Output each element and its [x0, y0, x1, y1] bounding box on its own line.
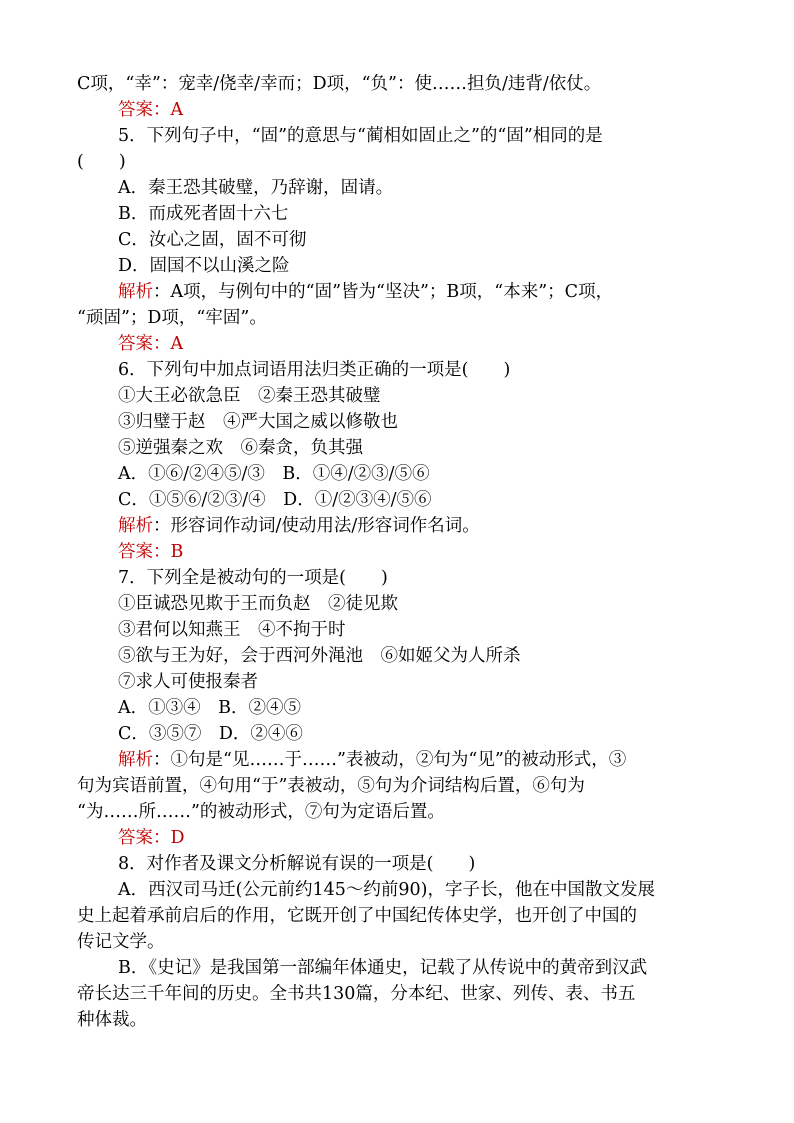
text-line — [77, 149, 722, 175]
text-line — [77, 487, 722, 513]
line-text: A．①③④ B．②④⑤ — [118, 698, 301, 718]
line-text: C项，“幸”：宠幸/侥幸/幸而；D项，“负”：使……担负/违背/依仗。 — [77, 74, 602, 94]
text-line — [77, 409, 722, 435]
text-line — [77, 669, 722, 695]
text-line — [77, 253, 722, 279]
text-line — [77, 903, 722, 929]
text-line — [77, 981, 722, 1007]
line-text: 答案：A — [118, 334, 184, 354]
line-text: 8．对作者及课文分析解说有误的一项是( ) — [118, 854, 476, 874]
line-text: 传记文学。 — [77, 932, 165, 952]
line-text: 7．下列全是被动句的一项是( ) — [118, 568, 388, 588]
line-text: ：①句是“见……于……”表被动，②句为“见”的被动形式，③ — [153, 750, 627, 770]
line-text: ⑤欲与王为好，会于西河外渑池 ⑥如姬父为人所杀 — [118, 646, 521, 666]
line-text: D．固国不以山溪之险 — [118, 256, 290, 276]
line-text: A．①⑥/②④⑤/③ B．①④/②③/⑤⑥ — [118, 464, 430, 484]
text-line — [77, 71, 722, 97]
analysis-label: 解析 — [118, 750, 153, 770]
line-text: B．而成死者固十六七 — [118, 204, 289, 224]
line-text: 帝长达三千年间的历史。全书共130篇，分本纪、世家、列传、表、书五 — [77, 984, 636, 1004]
line-text: ③君何以知燕王 ④不拘于时 — [118, 620, 346, 640]
line-text: A．西汉司马迁(公元前约145～约前90)，字子长，他在中国散文发展 — [118, 880, 655, 900]
text-line — [77, 747, 722, 773]
text-line — [77, 799, 722, 825]
text-line — [77, 565, 722, 591]
line-text: C．③⑤⑦ D．②④⑥ — [118, 724, 303, 744]
text-line — [77, 305, 722, 331]
line-text: ①大王必欲急臣 ②秦王恐其破璧 — [118, 386, 381, 406]
text-line — [77, 643, 722, 669]
line-text: 答案：A — [118, 100, 184, 120]
text-line — [77, 877, 722, 903]
line-text: B．《史记》是我国第一部编年体通史，记载了从传说中的黄帝到汉武 — [118, 958, 648, 978]
analysis-label: 解析 — [118, 516, 153, 536]
line-text: 句为宾语前置，④句用“于”表被动，⑤句为介词结构后置，⑥句为 — [77, 776, 585, 796]
text-line — [77, 383, 722, 409]
text-line — [77, 695, 722, 721]
text-line — [77, 513, 722, 539]
text-line — [77, 617, 722, 643]
text-line — [77, 1007, 722, 1033]
line-text: 答案：B — [118, 542, 184, 562]
text-line — [77, 851, 722, 877]
text-line — [77, 721, 722, 747]
line-text: 答案：D — [118, 828, 185, 848]
text-line — [77, 175, 722, 201]
line-text: ：形容词作动词/使动用法/形容词作名词。 — [153, 516, 480, 536]
line-text: ：A项，与例句中的“固”皆为“坚决”；B项，“本来”；C项， — [153, 282, 614, 302]
line-text: 种体裁。 — [77, 1010, 147, 1030]
line-text: ③归璧于赵 ④严大国之威以修敬也 — [118, 412, 398, 432]
line-text: ( ) — [77, 152, 126, 172]
analysis-label: 解析 — [118, 282, 153, 302]
text-line — [77, 227, 722, 253]
text-line — [77, 955, 722, 981]
answer-line — [77, 97, 722, 123]
line-text: C．①⑤⑥/②③/④ D．①/②③④/⑤⑥ — [118, 490, 432, 510]
line-text: 史上起着承前启后的作用，它既开创了中国纪传体史学，也开创了中国的 — [77, 906, 637, 926]
text-line — [77, 279, 722, 305]
line-text: 6．下列句中加点词语用法归类正确的一项是( ) — [118, 360, 511, 380]
line-text: “顽固”；D项，“牢固”。 — [77, 308, 267, 328]
text-line — [77, 773, 722, 799]
answer-line — [77, 331, 722, 357]
answer-line — [77, 825, 722, 851]
line-text: ⑤逆强秦之欢 ⑥秦贪，负其强 — [118, 438, 363, 458]
line-text: 5．下列句子中，“固”的意思与“蔺相如固止之”的“固”相同的是 — [118, 126, 603, 146]
line-text: ⑦求人可使报秦者 — [118, 672, 258, 692]
text-line — [77, 357, 722, 383]
answer-line — [77, 539, 722, 565]
text-line — [77, 201, 722, 227]
document-body — [77, 71, 722, 1033]
text-line — [77, 929, 722, 955]
line-text: ①臣诚恐见欺于王而负赵 ②徒见欺 — [118, 594, 398, 614]
line-text: A．秦王恐其破璧，乃辞谢，固请。 — [118, 178, 394, 198]
line-text: C．汝心之固，固不可彻 — [118, 230, 307, 250]
text-line — [77, 591, 722, 617]
text-line — [77, 123, 722, 149]
line-text: “为……所……”的被动形式，⑦句为定语后置。 — [77, 802, 445, 822]
text-line — [77, 461, 722, 487]
text-line — [77, 435, 722, 461]
